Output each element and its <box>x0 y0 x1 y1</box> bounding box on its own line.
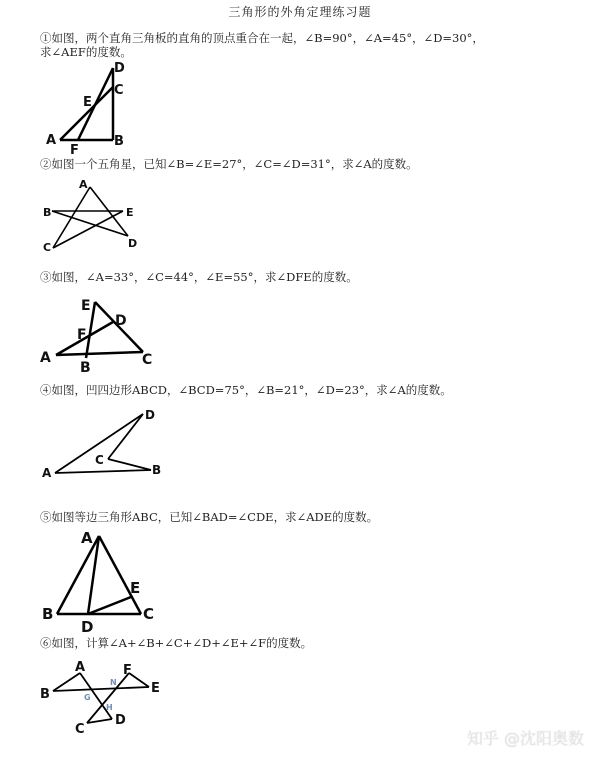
question-2: ②如图一个五角星，已知∠B=∠E=27°，∠C=∠D=31°，求∠A的度数。 <box>40 157 418 171</box>
svg-text:E: E <box>151 681 160 696</box>
question-3: ③如图，∠A=33°，∠C=44°，∠E=55°，求∠DFE的度数。 <box>40 270 358 284</box>
svg-text:E: E <box>81 298 91 314</box>
svg-text:B: B <box>43 206 52 219</box>
svg-text:C: C <box>114 83 124 98</box>
svg-text:C: C <box>43 241 52 254</box>
question-4: ④如图，凹四边形ABCD，∠BCD=75°，∠B=21°，∠D=23°，求∠A的度数。 <box>40 383 452 397</box>
svg-text:A: A <box>81 529 93 547</box>
question-1-text: ①如图，两个直角三角板的直角的顶点重合在一起，∠B=90°，∠A=45°，∠D=30°， <box>40 31 484 45</box>
svg-text:H: H <box>106 703 113 712</box>
svg-text:A: A <box>79 178 88 191</box>
svg-text:A: A <box>75 660 86 675</box>
question-1-text-cont: 求∠AEF的度数。 <box>40 45 132 59</box>
svg-text:B: B <box>42 605 54 623</box>
svg-text:D: D <box>128 237 138 250</box>
watermark: 知乎 @沈阳奥数 <box>466 729 584 748</box>
svg-text:A: A <box>40 350 51 366</box>
svg-text:E: E <box>83 95 92 110</box>
svg-text:E: E <box>126 206 134 219</box>
svg-text:B: B <box>40 687 50 702</box>
svg-text:B: B <box>114 134 124 149</box>
svg-text:F: F <box>70 143 79 158</box>
svg-text:E: E <box>130 579 141 597</box>
svg-text:C: C <box>95 453 104 467</box>
question-6: ⑥如图，计算∠A+∠B+∠C+∠D+∠E+∠F的度数。 <box>40 636 313 650</box>
svg-text:C: C <box>75 722 85 737</box>
svg-text:C: C <box>142 352 153 368</box>
svg-text:F: F <box>77 327 87 343</box>
svg-text:D: D <box>115 313 127 329</box>
question-5: ⑤如图等边三角形ABC，已知∠BAD=∠CDE，求∠ADE的度数。 <box>40 510 379 524</box>
svg-text:F: F <box>123 663 132 678</box>
svg-text:B: B <box>80 360 91 376</box>
svg-text:N: N <box>110 678 117 687</box>
svg-text:D: D <box>115 713 126 728</box>
svg-text:C: C <box>143 605 155 623</box>
svg-text:G: G <box>84 693 91 702</box>
svg-text:D: D <box>81 618 94 636</box>
svg-text:A: A <box>46 133 57 148</box>
svg-text:A: A <box>42 466 52 480</box>
svg-text:D: D <box>114 61 125 76</box>
svg-text:D: D <box>145 408 155 422</box>
svg-text:B: B <box>152 463 162 477</box>
page-title: 三角形的外角定理练习题 <box>228 5 372 19</box>
